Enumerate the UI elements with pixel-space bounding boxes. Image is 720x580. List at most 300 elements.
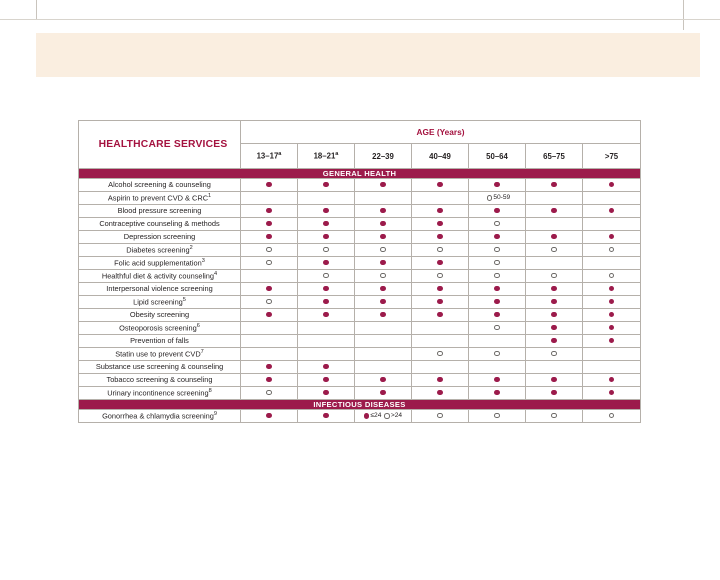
filled-circle-icon bbox=[323, 208, 329, 214]
service-name-label: Healthful diet & activity counseling bbox=[101, 271, 215, 281]
recommendation-cell bbox=[583, 296, 641, 309]
recommendation-cell bbox=[526, 361, 583, 374]
recommendation-cell bbox=[469, 322, 526, 335]
service-name-label: Urinary incontinence screening bbox=[107, 388, 209, 398]
open-circle-icon bbox=[487, 195, 493, 201]
recommendation-cell bbox=[583, 179, 641, 192]
recommendation-cell bbox=[298, 410, 355, 423]
open-circle-icon bbox=[494, 247, 500, 253]
recommendation-cell bbox=[355, 179, 412, 192]
service-name-label: Statin use to prevent CVD bbox=[115, 349, 201, 359]
open-circle-icon bbox=[609, 247, 615, 253]
filled-circle-icon bbox=[266, 208, 272, 214]
open-circle-icon bbox=[551, 413, 557, 419]
filled-circle-icon bbox=[494, 208, 500, 214]
recommendation-cell bbox=[526, 309, 583, 322]
filled-circle-icon bbox=[494, 286, 500, 292]
service-name-cell bbox=[79, 231, 241, 244]
table-row bbox=[79, 335, 641, 348]
recommendation-cell bbox=[241, 231, 298, 244]
recommendation-cell bbox=[355, 218, 412, 231]
service-footnote: 8 bbox=[208, 388, 212, 394]
page-right-rule bbox=[683, 0, 684, 30]
open-circle-icon bbox=[551, 247, 557, 253]
table-row bbox=[79, 244, 641, 257]
service-footnote: 6 bbox=[196, 323, 200, 329]
filled-circle-icon bbox=[551, 299, 557, 305]
service-name-cell bbox=[79, 309, 241, 322]
table-row bbox=[79, 374, 641, 387]
service-name-label: Alcohol screening & counseling bbox=[108, 179, 211, 189]
recommendation-cell bbox=[355, 361, 412, 374]
table-row bbox=[79, 348, 641, 361]
recommendation-cell bbox=[469, 231, 526, 244]
recommendation-cell bbox=[526, 231, 583, 244]
filled-circle-icon bbox=[266, 364, 272, 370]
recommendation-cell bbox=[469, 192, 526, 205]
filled-circle-icon bbox=[437, 286, 443, 292]
open-circle-icon bbox=[437, 351, 443, 357]
recommendation-cell bbox=[298, 322, 355, 335]
service-name-label: Obesity screening bbox=[129, 309, 190, 319]
recommendation-cell bbox=[298, 283, 355, 296]
table-head bbox=[79, 121, 641, 169]
recommendation-cell bbox=[355, 335, 412, 348]
recommendation-cell bbox=[412, 374, 469, 387]
recommendation-cell bbox=[469, 218, 526, 231]
recommendation-cell bbox=[241, 205, 298, 218]
recommendation-cell bbox=[355, 192, 412, 205]
filled-circle-icon bbox=[437, 208, 443, 214]
recommendation-cell bbox=[526, 348, 583, 361]
filled-circle-icon bbox=[609, 338, 615, 344]
service-name-label: Depression screening bbox=[123, 231, 196, 241]
recommendation-cell bbox=[355, 257, 412, 270]
recommendation-cell bbox=[298, 257, 355, 270]
filled-circle-icon bbox=[323, 286, 329, 292]
table-row bbox=[79, 322, 641, 335]
section-header-label: GENERAL HEALTH bbox=[79, 169, 641, 179]
recommendation-cell bbox=[241, 257, 298, 270]
recommendation-cell bbox=[526, 205, 583, 218]
recommendation-cell bbox=[412, 296, 469, 309]
open-circle-icon bbox=[494, 260, 500, 266]
filled-circle-icon bbox=[437, 299, 443, 305]
recommendation-cell bbox=[355, 374, 412, 387]
recommendation-cell bbox=[355, 348, 412, 361]
table-row bbox=[79, 387, 641, 400]
recommendation-cell bbox=[526, 387, 583, 400]
open-circle-icon bbox=[380, 273, 386, 279]
recommendation-cell bbox=[583, 205, 641, 218]
recommendation-cell bbox=[412, 387, 469, 400]
service-name-cell bbox=[79, 257, 241, 270]
recommendation-cell bbox=[583, 387, 641, 400]
recommendation-cell bbox=[583, 361, 641, 374]
recommendation-cell bbox=[298, 205, 355, 218]
recommendation-cell bbox=[526, 322, 583, 335]
filled-circle-icon bbox=[494, 390, 500, 396]
service-name-cell bbox=[79, 179, 241, 192]
recommendation-cell bbox=[412, 218, 469, 231]
page-top-hairline bbox=[0, 19, 720, 20]
filled-circle-icon bbox=[380, 234, 386, 240]
table-row bbox=[79, 283, 641, 296]
filled-circle-icon bbox=[323, 377, 329, 383]
filled-circle-icon bbox=[609, 325, 615, 331]
service-name-cell bbox=[79, 387, 241, 400]
recommendation-cell bbox=[355, 296, 412, 309]
filled-circle-icon bbox=[609, 208, 615, 214]
recommendation-cell bbox=[298, 244, 355, 257]
recommendation-cell bbox=[298, 270, 355, 283]
table-row bbox=[79, 361, 641, 374]
header-age-col-1 bbox=[241, 144, 298, 169]
table-row bbox=[79, 179, 641, 192]
filled-circle-icon bbox=[551, 286, 557, 292]
service-name-label: Contraceptive counseling & methods bbox=[99, 218, 220, 228]
service-name-label: Blood pressure screening bbox=[117, 205, 202, 215]
service-name-label: Gonorrhea & chlamydia screening bbox=[102, 411, 214, 421]
service-name-label: Substance use screening & counseling bbox=[95, 361, 224, 371]
filled-circle-icon bbox=[364, 413, 370, 419]
recommendation-cell bbox=[526, 218, 583, 231]
header-age-col-7 bbox=[583, 144, 641, 169]
recommendation-cell bbox=[469, 387, 526, 400]
recommendation-cell bbox=[583, 335, 641, 348]
section-header-label: INFECTIOUS DISEASES bbox=[79, 400, 641, 410]
service-name-cell bbox=[79, 374, 241, 387]
recommendation-cell bbox=[298, 218, 355, 231]
recommendation-cell bbox=[583, 257, 641, 270]
filled-circle-icon bbox=[551, 208, 557, 214]
filled-circle-icon bbox=[437, 390, 443, 396]
service-name-cell bbox=[79, 410, 241, 423]
recommendation-cell bbox=[526, 283, 583, 296]
recommendation-cell bbox=[412, 361, 469, 374]
recommendation-cell bbox=[526, 257, 583, 270]
recommendation-cell bbox=[583, 231, 641, 244]
filled-circle-icon bbox=[266, 286, 272, 292]
recommendation-cell bbox=[469, 244, 526, 257]
filled-circle-icon bbox=[323, 364, 329, 370]
service-name-label: Diabetes screening bbox=[126, 245, 190, 255]
recommendation-cell bbox=[469, 179, 526, 192]
filled-circle-icon bbox=[323, 413, 329, 419]
service-footnote: 3 bbox=[201, 258, 205, 264]
filled-circle-icon bbox=[609, 286, 615, 292]
recommendation-cell bbox=[241, 387, 298, 400]
recommendation-cell bbox=[412, 309, 469, 322]
table-row bbox=[79, 410, 641, 423]
open-circle-icon bbox=[323, 273, 329, 279]
filled-circle-icon bbox=[551, 390, 557, 396]
table-row bbox=[79, 296, 641, 309]
filled-circle-icon bbox=[380, 377, 386, 383]
service-name-cell bbox=[79, 218, 241, 231]
recommendation-marker-group bbox=[484, 195, 510, 202]
service-footnote: 2 bbox=[189, 245, 193, 251]
filled-circle-icon bbox=[266, 234, 272, 240]
table-body bbox=[79, 169, 641, 423]
recommendation-cell bbox=[469, 205, 526, 218]
recommendation-cell bbox=[412, 410, 469, 423]
header-age-col-2 bbox=[298, 144, 355, 169]
recommendation-cell bbox=[583, 244, 641, 257]
recommendation-cell bbox=[241, 309, 298, 322]
recommendation-cell-note: 50-59 bbox=[493, 194, 511, 202]
service-name-label: Folic acid supplementation bbox=[114, 258, 202, 268]
recommendation-cell bbox=[241, 335, 298, 348]
recommendation-cell bbox=[355, 410, 412, 423]
recommendation-cell bbox=[412, 192, 469, 205]
recommendation-cell bbox=[469, 374, 526, 387]
recommendation-cell bbox=[241, 270, 298, 283]
filled-circle-icon bbox=[551, 234, 557, 240]
header-age-col-label: 13–17 bbox=[256, 151, 279, 161]
service-name-label: Interpersonal violence screening bbox=[106, 283, 213, 293]
open-circle-icon bbox=[437, 247, 443, 253]
recommendation-cell bbox=[298, 231, 355, 244]
recommendation-cell bbox=[412, 322, 469, 335]
page-left-rule bbox=[36, 0, 37, 20]
filled-circle-icon bbox=[609, 234, 615, 240]
recommendation-cell bbox=[355, 231, 412, 244]
open-circle-icon bbox=[494, 351, 500, 357]
filled-circle-icon bbox=[551, 338, 557, 344]
filled-circle-icon bbox=[437, 377, 443, 383]
open-circle-icon bbox=[323, 247, 329, 253]
recommendation-cell bbox=[298, 192, 355, 205]
recommendation-cell bbox=[469, 283, 526, 296]
recommendation-cell bbox=[412, 257, 469, 270]
recommendation-cell bbox=[355, 270, 412, 283]
filled-circle-icon bbox=[609, 390, 615, 396]
recommendation-cell bbox=[241, 348, 298, 361]
filled-circle-icon bbox=[380, 312, 386, 318]
recommendation-cell bbox=[355, 387, 412, 400]
filled-circle-icon bbox=[380, 260, 386, 266]
recommendation-cell bbox=[412, 205, 469, 218]
recommendation-cell bbox=[241, 322, 298, 335]
filled-circle-icon bbox=[380, 221, 386, 227]
table-row bbox=[79, 257, 641, 270]
filled-circle-icon bbox=[323, 299, 329, 305]
filled-circle-icon bbox=[551, 325, 557, 331]
filled-circle-icon bbox=[494, 312, 500, 318]
service-name-label: Aspirin to prevent CVD & CRC bbox=[107, 193, 209, 203]
header-age-col-4 bbox=[412, 144, 469, 169]
recommendation-cell bbox=[412, 335, 469, 348]
recommendation-cell bbox=[469, 309, 526, 322]
header-age-col-6 bbox=[526, 144, 583, 169]
service-footnote: 1 bbox=[208, 193, 212, 199]
header-row-age-group bbox=[79, 121, 641, 144]
recommendation-cell bbox=[526, 192, 583, 205]
service-name-cell bbox=[79, 283, 241, 296]
recommendation-cell bbox=[526, 410, 583, 423]
service-footnote: 7 bbox=[200, 349, 204, 355]
filled-circle-icon bbox=[266, 182, 272, 188]
recommendation-cell bbox=[241, 244, 298, 257]
recommendation-cell bbox=[583, 283, 641, 296]
recommendation-cell bbox=[412, 348, 469, 361]
header-healthcare-services: HEALTHCARE SERVICES bbox=[79, 121, 241, 169]
service-footnote: 5 bbox=[182, 297, 186, 303]
filled-circle-icon bbox=[494, 182, 500, 188]
table-row bbox=[79, 192, 641, 205]
recommendation-cell bbox=[355, 322, 412, 335]
filled-circle-icon bbox=[551, 377, 557, 383]
filled-circle-icon bbox=[266, 312, 272, 318]
recommendation-cell bbox=[241, 410, 298, 423]
recommendation-cell bbox=[355, 205, 412, 218]
filled-circle-icon bbox=[437, 312, 443, 318]
service-name-cell bbox=[79, 361, 241, 374]
header-banner bbox=[36, 33, 700, 77]
recommendation-cell bbox=[469, 296, 526, 309]
service-name-label: Tobacco screening & counseling bbox=[106, 374, 213, 384]
filled-circle-icon bbox=[323, 221, 329, 227]
recommendation-cell bbox=[526, 374, 583, 387]
recommendation-cell bbox=[469, 361, 526, 374]
service-name-cell bbox=[79, 205, 241, 218]
header-age-col-3 bbox=[355, 144, 412, 169]
header-age-col-label: 18–21 bbox=[313, 151, 336, 161]
recommendation-cell bbox=[298, 348, 355, 361]
filled-circle-icon bbox=[437, 234, 443, 240]
filled-circle-icon bbox=[609, 312, 615, 318]
recommendation-cell bbox=[412, 231, 469, 244]
filled-circle-icon bbox=[380, 299, 386, 305]
filled-circle-icon bbox=[609, 377, 615, 383]
recommendation-cell bbox=[412, 244, 469, 257]
recommendation-cell bbox=[526, 179, 583, 192]
header-age-col-label: 22–39 bbox=[372, 151, 394, 161]
recommendation-cell bbox=[298, 309, 355, 322]
recommendation-cell bbox=[583, 192, 641, 205]
recommendation-cell bbox=[526, 335, 583, 348]
recommendation-cell bbox=[583, 309, 641, 322]
filled-circle-icon bbox=[380, 390, 386, 396]
recommendation-cell bbox=[355, 244, 412, 257]
open-circle-icon bbox=[551, 273, 557, 279]
open-circle-icon bbox=[494, 221, 500, 227]
healthcare-services-table bbox=[78, 120, 641, 423]
recommendation-cell-note: ≤24 bbox=[370, 412, 382, 420]
filled-circle-icon bbox=[323, 234, 329, 240]
recommendation-cell bbox=[241, 192, 298, 205]
recommendation-cell bbox=[583, 374, 641, 387]
service-name-cell bbox=[79, 335, 241, 348]
recommendation-cell bbox=[469, 410, 526, 423]
service-footnote: 9 bbox=[213, 411, 217, 417]
recommendation-cell bbox=[583, 322, 641, 335]
recommendation-cell bbox=[355, 309, 412, 322]
service-name-cell bbox=[79, 348, 241, 361]
service-name-label: Prevention of falls bbox=[130, 335, 189, 345]
open-circle-icon bbox=[437, 273, 443, 279]
recommendation-cell bbox=[583, 270, 641, 283]
recommendation-cell bbox=[469, 335, 526, 348]
open-circle-icon bbox=[266, 390, 272, 396]
recommendation-cell bbox=[526, 244, 583, 257]
recommendation-cell bbox=[241, 296, 298, 309]
service-name-label: Lipid screening bbox=[133, 297, 183, 307]
recommendation-cell bbox=[241, 361, 298, 374]
recommendation-cell bbox=[241, 374, 298, 387]
filled-circle-icon bbox=[380, 182, 386, 188]
open-circle-icon bbox=[551, 351, 557, 357]
recommendation-cell bbox=[241, 283, 298, 296]
section-header-row bbox=[79, 400, 641, 410]
recommendation-cell bbox=[298, 374, 355, 387]
recommendation-cell bbox=[412, 270, 469, 283]
service-name-label: Osteoporosis screening bbox=[119, 323, 197, 333]
open-circle-icon bbox=[437, 413, 443, 419]
filled-circle-icon bbox=[494, 234, 500, 240]
filled-circle-icon bbox=[551, 312, 557, 318]
filled-circle-icon bbox=[609, 299, 615, 305]
recommendation-cell bbox=[298, 361, 355, 374]
section-header-row bbox=[79, 169, 641, 179]
service-name-cell bbox=[79, 270, 241, 283]
header-age-col-footnote: a bbox=[278, 151, 282, 158]
service-name-cell bbox=[79, 322, 241, 335]
filled-circle-icon bbox=[323, 312, 329, 318]
filled-circle-icon bbox=[494, 377, 500, 383]
filled-circle-icon bbox=[266, 377, 272, 383]
service-name-cell bbox=[79, 192, 241, 205]
table-row bbox=[79, 218, 641, 231]
filled-circle-icon bbox=[266, 221, 272, 227]
healthcare-services-table-wrap bbox=[78, 120, 640, 423]
recommendation-cell bbox=[469, 270, 526, 283]
recommendation-cell bbox=[412, 179, 469, 192]
open-circle-icon bbox=[609, 273, 615, 279]
header-age-col-footnote: a bbox=[335, 151, 339, 158]
recommendation-cell-note: >24 bbox=[390, 412, 403, 420]
header-age-col-5 bbox=[469, 144, 526, 169]
service-name-cell bbox=[79, 296, 241, 309]
open-circle-icon bbox=[266, 247, 272, 253]
open-circle-icon bbox=[494, 413, 500, 419]
open-circle-icon bbox=[494, 273, 500, 279]
open-circle-icon bbox=[384, 413, 390, 419]
open-circle-icon bbox=[380, 247, 386, 253]
recommendation-cell bbox=[583, 410, 641, 423]
open-circle-icon bbox=[266, 260, 272, 266]
filled-circle-icon bbox=[380, 208, 386, 214]
filled-circle-icon bbox=[437, 221, 443, 227]
recommendation-cell bbox=[298, 179, 355, 192]
filled-circle-icon bbox=[323, 182, 329, 188]
recommendation-cell bbox=[583, 348, 641, 361]
table-row bbox=[79, 270, 641, 283]
header-age-col-label: 65–75 bbox=[543, 151, 565, 161]
filled-circle-icon bbox=[551, 182, 557, 188]
recommendation-cell bbox=[583, 218, 641, 231]
recommendation-cell bbox=[241, 179, 298, 192]
recommendation-cell bbox=[469, 257, 526, 270]
recommendation-cell bbox=[469, 348, 526, 361]
filled-circle-icon bbox=[494, 299, 500, 305]
open-circle-icon bbox=[266, 299, 272, 305]
recommendation-cell bbox=[298, 335, 355, 348]
filled-circle-icon bbox=[609, 182, 615, 188]
recommendation-cell bbox=[241, 218, 298, 231]
table-row bbox=[79, 309, 641, 322]
